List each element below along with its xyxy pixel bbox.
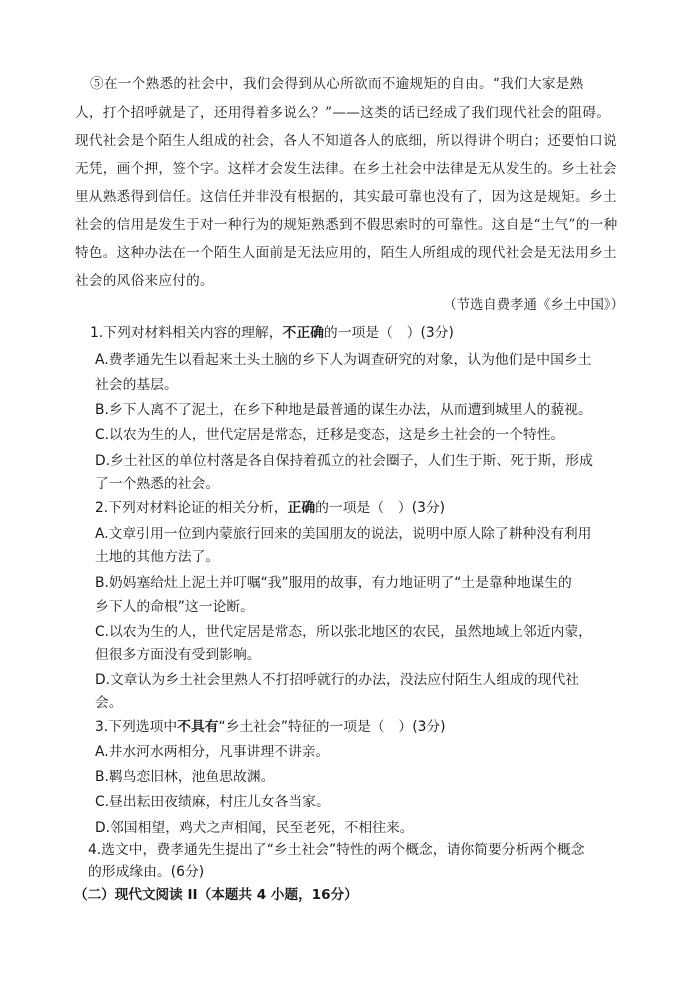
question-1-option-d-line-2: 了一个熟悉的社会。: [95, 476, 220, 492]
question-2-stem-post: 的一项是（ ）(3分): [315, 500, 446, 516]
question-1-option-a-line-2: 社会的基层。: [95, 377, 178, 393]
question-3-option-a: A.井水河水两相分，凡事讲理不讲亲。: [95, 744, 330, 760]
question-2-option-d-line-2: 会。: [95, 695, 123, 711]
question-3-option-c: C.昼出耘田夜绩麻，村庄儿女各当家。: [95, 794, 330, 810]
passage-line-3: 现代社会是个陌生人组成的社会，各人不知道各人的底细，所以得讲个明白；还要怕口说: [75, 133, 617, 149]
section-heading: （二）现代文阅读 II（本题共 4 小题，16分）: [74, 887, 358, 903]
passage-source: （节选自费孝通《乡土中国》）: [443, 298, 624, 313]
question-1-stem: [90, 323, 454, 343]
question-1-option-c: C.以农为生的人，世代定居是常态，迁移是变态，这是乡土社会的一个特性。: [95, 427, 565, 443]
question-2-option-b-line-2: 乡下人的命根”这一论断。: [95, 599, 254, 615]
passage-line-7: 特色。这种办法在一个陌生人面前是无法应用的，陌生人所组成的现代社会是无法用乡土: [75, 245, 617, 261]
question-2-option-b-line-1: B.奶妈塞给灶上泥土并叮嘱“我”服用的故事，有力地证明了“土是靠种地谋生的: [95, 575, 572, 591]
passage-line-5: 里从熟悉得到信任。这信任并非没有根据的，其实最可靠也没有了，因为这是规矩。乡土: [75, 189, 617, 205]
question-3-stem: [95, 717, 446, 737]
question-2-stem-pre: 2.下列对材料论证的相关分析，: [95, 500, 288, 516]
question-2-stem-emphasis: 正确: [287, 500, 316, 516]
question-1-option-b: B.乡下人离不了泥土，在乡下种地是最普通的谋生办法，从而遭到城里人的藐视。: [95, 402, 592, 418]
passage-line-8: 社会的风俗来应付的。: [75, 273, 214, 289]
passage-line-1: ⑤在一个熟悉的社会中，我们会得到从心所欲而不逾规矩的自由。“我们大家是熟: [90, 76, 584, 92]
question-2-option-a-line-1: A.文章引用一位到内蒙旅行回来的美国朋友的说法，说明中原人除了耕种没有利用: [95, 526, 592, 542]
question-1-stem-emphasis: 不正确: [282, 325, 324, 341]
question-2-stem: [95, 498, 445, 518]
passage-line-4: 无凭，画个押，签个字。这样才会发生法律。在乡土社会中法律是无从发生的。乡土社会: [75, 161, 617, 177]
question-3-stem-pre: 3.下列选项中: [95, 719, 178, 735]
passage-line-2: 人，打个招呼就是了，还用得着多说么？”——这类的话已经成了我们现代社会的阻碍。: [75, 105, 611, 121]
question-2-option-c-line-1: C.以农为生的人，世代定居是常态，所以张北地区的农民，虽然地域上邻近内蒙，: [95, 624, 592, 640]
question-1-option-a-line-1: A.费孝通先生以看起来土头土脑的乡下人为调查研究的对象，认为他们是中国乡土: [95, 352, 592, 368]
question-1-stem-post: 的一项是（ ）(3分): [323, 325, 454, 341]
question-1-stem-pre: 1.下列对材料相关内容的理解，: [90, 325, 283, 341]
question-2-option-d-line-1: D.文章认为乡土社会里熟人不打招呼就行的办法，没法应付陌生人组成的现代社: [95, 672, 580, 688]
question-3-stem-post: “乡土社会”特征的一项是（ ）(3分): [218, 719, 446, 735]
question-3-option-b: B.羁鸟恋旧林，池鱼思故渊。: [95, 769, 275, 785]
passage-line-6: 社会的信用是发生于对一种行为的规矩熟悉到不假思索时的可靠性。这自是“土气”的一种: [75, 217, 618, 233]
question-4-stem-line-2: 的形成缘由。(6分): [88, 864, 205, 880]
question-2-option-c-line-2: 但很多方面没有受到影响。: [95, 647, 261, 663]
question-1-option-d-line-1: D.乡土社区的单位村落是各自保持着孤立的社会圈子，人们生于斯、死于斯，形成: [95, 453, 593, 469]
question-3-stem-emphasis: 不具有: [177, 719, 219, 735]
question-4-stem-line-1: 4.选文中，费孝通先生提出了“乡土社会”特性的两个概念，请你简要分析两个概念: [88, 842, 585, 858]
question-2-option-a-line-2: 土地的其他方法了。: [95, 549, 220, 565]
question-3-option-d: D.邻国相望，鸡犬之声相闻，民至老死，不相往来。: [95, 820, 414, 836]
